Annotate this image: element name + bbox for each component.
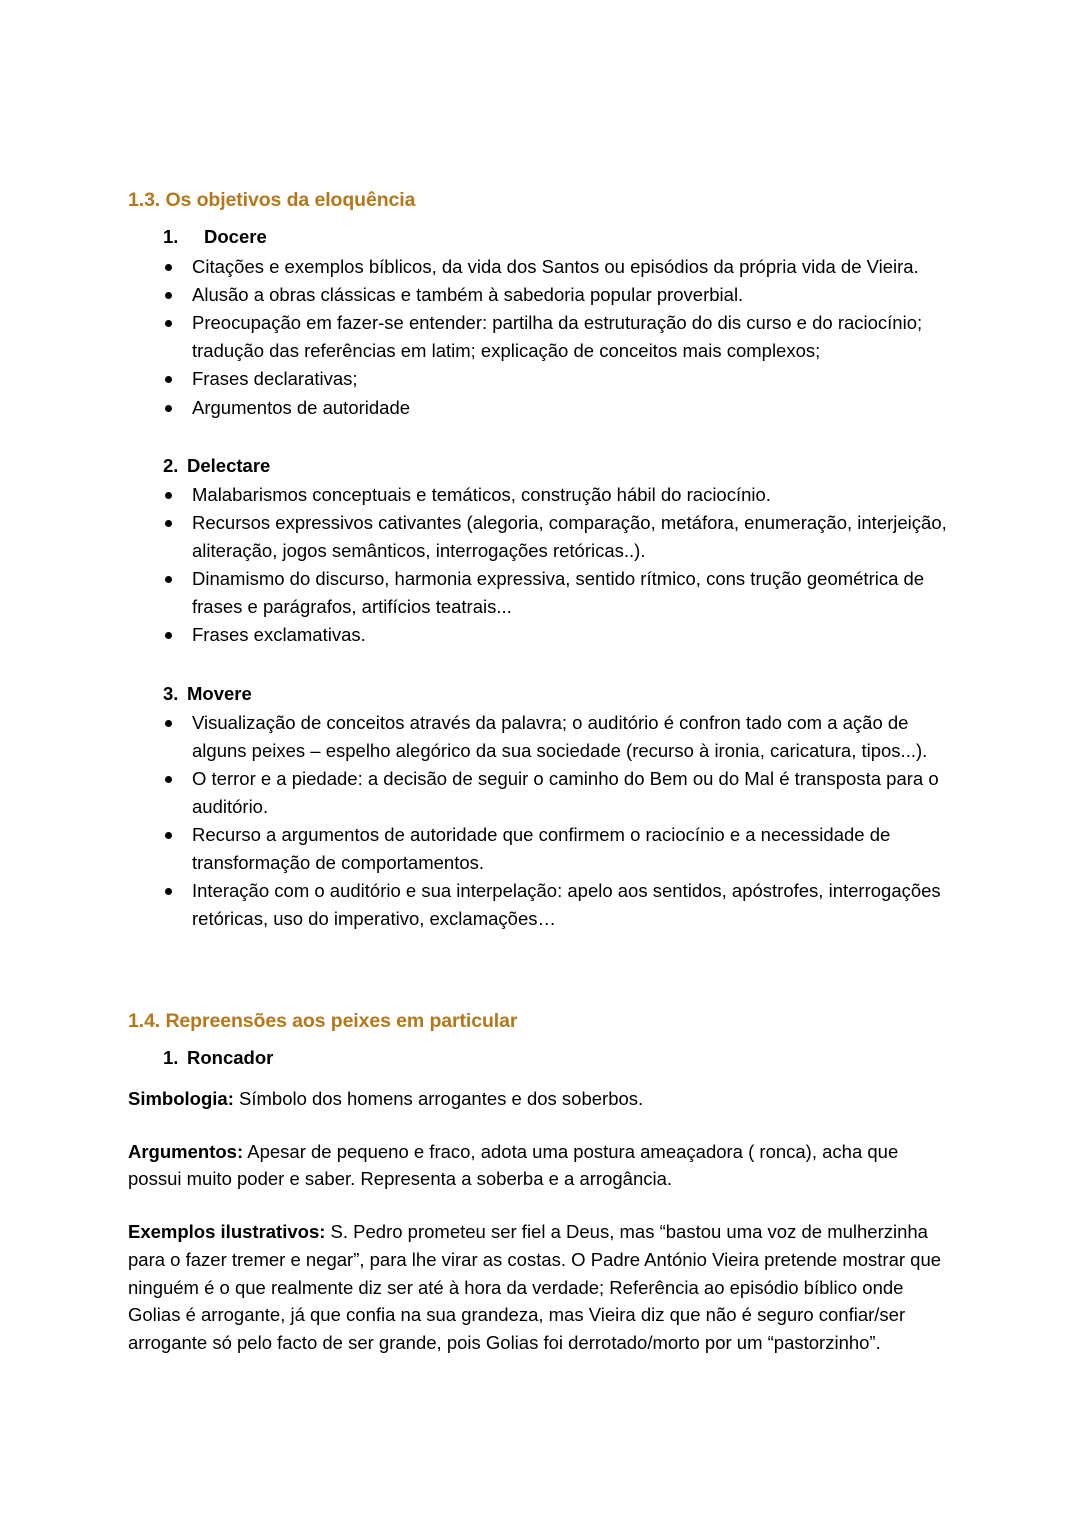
numbered-item-roncador bbox=[128, 1044, 952, 1071]
paragraph-body: S. Pedro prometeu ser fiel a Deus, mas “bastou uma voz de mulherzinha para o fazer tremer e negar”, para lhe virar as costas. O Padre António Vieira pretende mostrar que ninguém é o que realmente diz ser até à hora da verdade; Referência ao episódio bíblico onde Golias é arrogante, já que confia na sua grandeza, mas Vieira diz que não é seguro confiar/ser arrogante só pelo facto de ser grande, pois Golias foi derrotado/morto por um “pastorzinho”. bbox=[128, 1221, 942, 1353]
paragraph-argumentos bbox=[128, 1138, 952, 1194]
section-heading-1-4: 1.4. Repreensões aos peixes em particular bbox=[128, 1010, 518, 1032]
numbered-item-number: 1. bbox=[163, 226, 179, 248]
list-item: Interação com o auditório e sua interpelação: apelo aos sentidos, apóstrofes, interrogações retóricas, uso do imperativo, exclamações… bbox=[128, 877, 952, 933]
spacer bbox=[128, 933, 952, 1009]
list-item: Malabarismos conceptuais e temáticos, construção hábil do raciocínio. bbox=[128, 481, 952, 509]
numbered-item-number: 3. bbox=[163, 682, 179, 704]
spacer bbox=[128, 650, 952, 680]
list-item: Frases exclamativas. bbox=[128, 621, 952, 649]
bullet-list-docere bbox=[128, 253, 952, 422]
list-item: Preocupação em fazer-se entender: partilha da estruturação do dis curso e do raciocínio; tradução das referências em latim; explicação de conceitos mais complexos; bbox=[128, 309, 952, 365]
list-item: Recursos expressivos cativantes (alegoria, comparação, metáfora, enumeração, interjeição, aliteração, jogos semânticos, interrogações retóricas..). bbox=[128, 509, 952, 565]
list-item: Dinamismo do discurso, harmonia expressiva, sentido rítmico, cons trução geométrica de frases e parágrafos, artifícios teatrais... bbox=[128, 565, 952, 621]
list-item: Citações e exemplos bíblicos, da vida dos Santos ou episódios da própria vida de Vieira. bbox=[128, 253, 952, 281]
numbered-item-docere bbox=[128, 223, 952, 250]
numbered-item-delectare bbox=[128, 452, 952, 479]
paragraph-body: Símbolo dos homens arrogantes e dos soberbos. bbox=[233, 1087, 644, 1109]
numbered-item-label: Docere bbox=[204, 226, 267, 248]
numbered-item-label: Roncador bbox=[187, 1047, 274, 1069]
numbered-item-number: 2. bbox=[163, 454, 179, 476]
paragraph-lead: Argumentos: bbox=[128, 1140, 244, 1162]
bullet-list-delectare bbox=[128, 481, 952, 649]
list-item: Frases declarativas; bbox=[128, 365, 952, 393]
list-item: Visualização de conceitos através da palavra; o auditório é confron tado com a ação de alguns peixes – espelho alegórico da sua sociedade (recurso à ironia, caricatura, tipos...). bbox=[128, 709, 952, 765]
list-item: Alusão a obras clássicas e também à sabedoria popular proverbial. bbox=[128, 281, 952, 309]
spacer bbox=[128, 422, 952, 452]
paragraph-exemplos-ilustrativos bbox=[128, 1218, 952, 1357]
numbered-item-label: Delectare bbox=[187, 454, 271, 476]
paragraph-lead: Simbologia: bbox=[128, 1087, 234, 1109]
paragraph-body: Apesar de pequeno e fraco, adota uma postura ameaçadora ( ronca), acha que possui muito poder e saber. Representa a soberba e a arrogância. bbox=[128, 1140, 899, 1190]
paragraph-simbologia bbox=[128, 1085, 952, 1113]
document-body bbox=[128, 188, 952, 1357]
list-item: Argumentos de autoridade bbox=[128, 394, 952, 422]
numbered-item-label: Movere bbox=[187, 682, 252, 704]
numbered-item-number: 1. bbox=[163, 1047, 179, 1069]
list-item: Recurso a argumentos de autoridade que confirmem o raciocínio e a necessidade de transformação de comportamentos. bbox=[128, 821, 952, 877]
bullet-list-movere bbox=[128, 709, 952, 933]
paragraph-group bbox=[128, 1085, 952, 1357]
paragraph-lead: Exemplos ilustrativos: bbox=[128, 1221, 326, 1242]
list-item: O terror e a piedade: a decisão de seguir o caminho do Bem ou do Mal é transposta para o auditório. bbox=[128, 765, 952, 821]
section-heading-1-3: 1.3. Os objetivos da eloquência bbox=[128, 189, 416, 211]
numbered-item-movere bbox=[128, 680, 952, 707]
